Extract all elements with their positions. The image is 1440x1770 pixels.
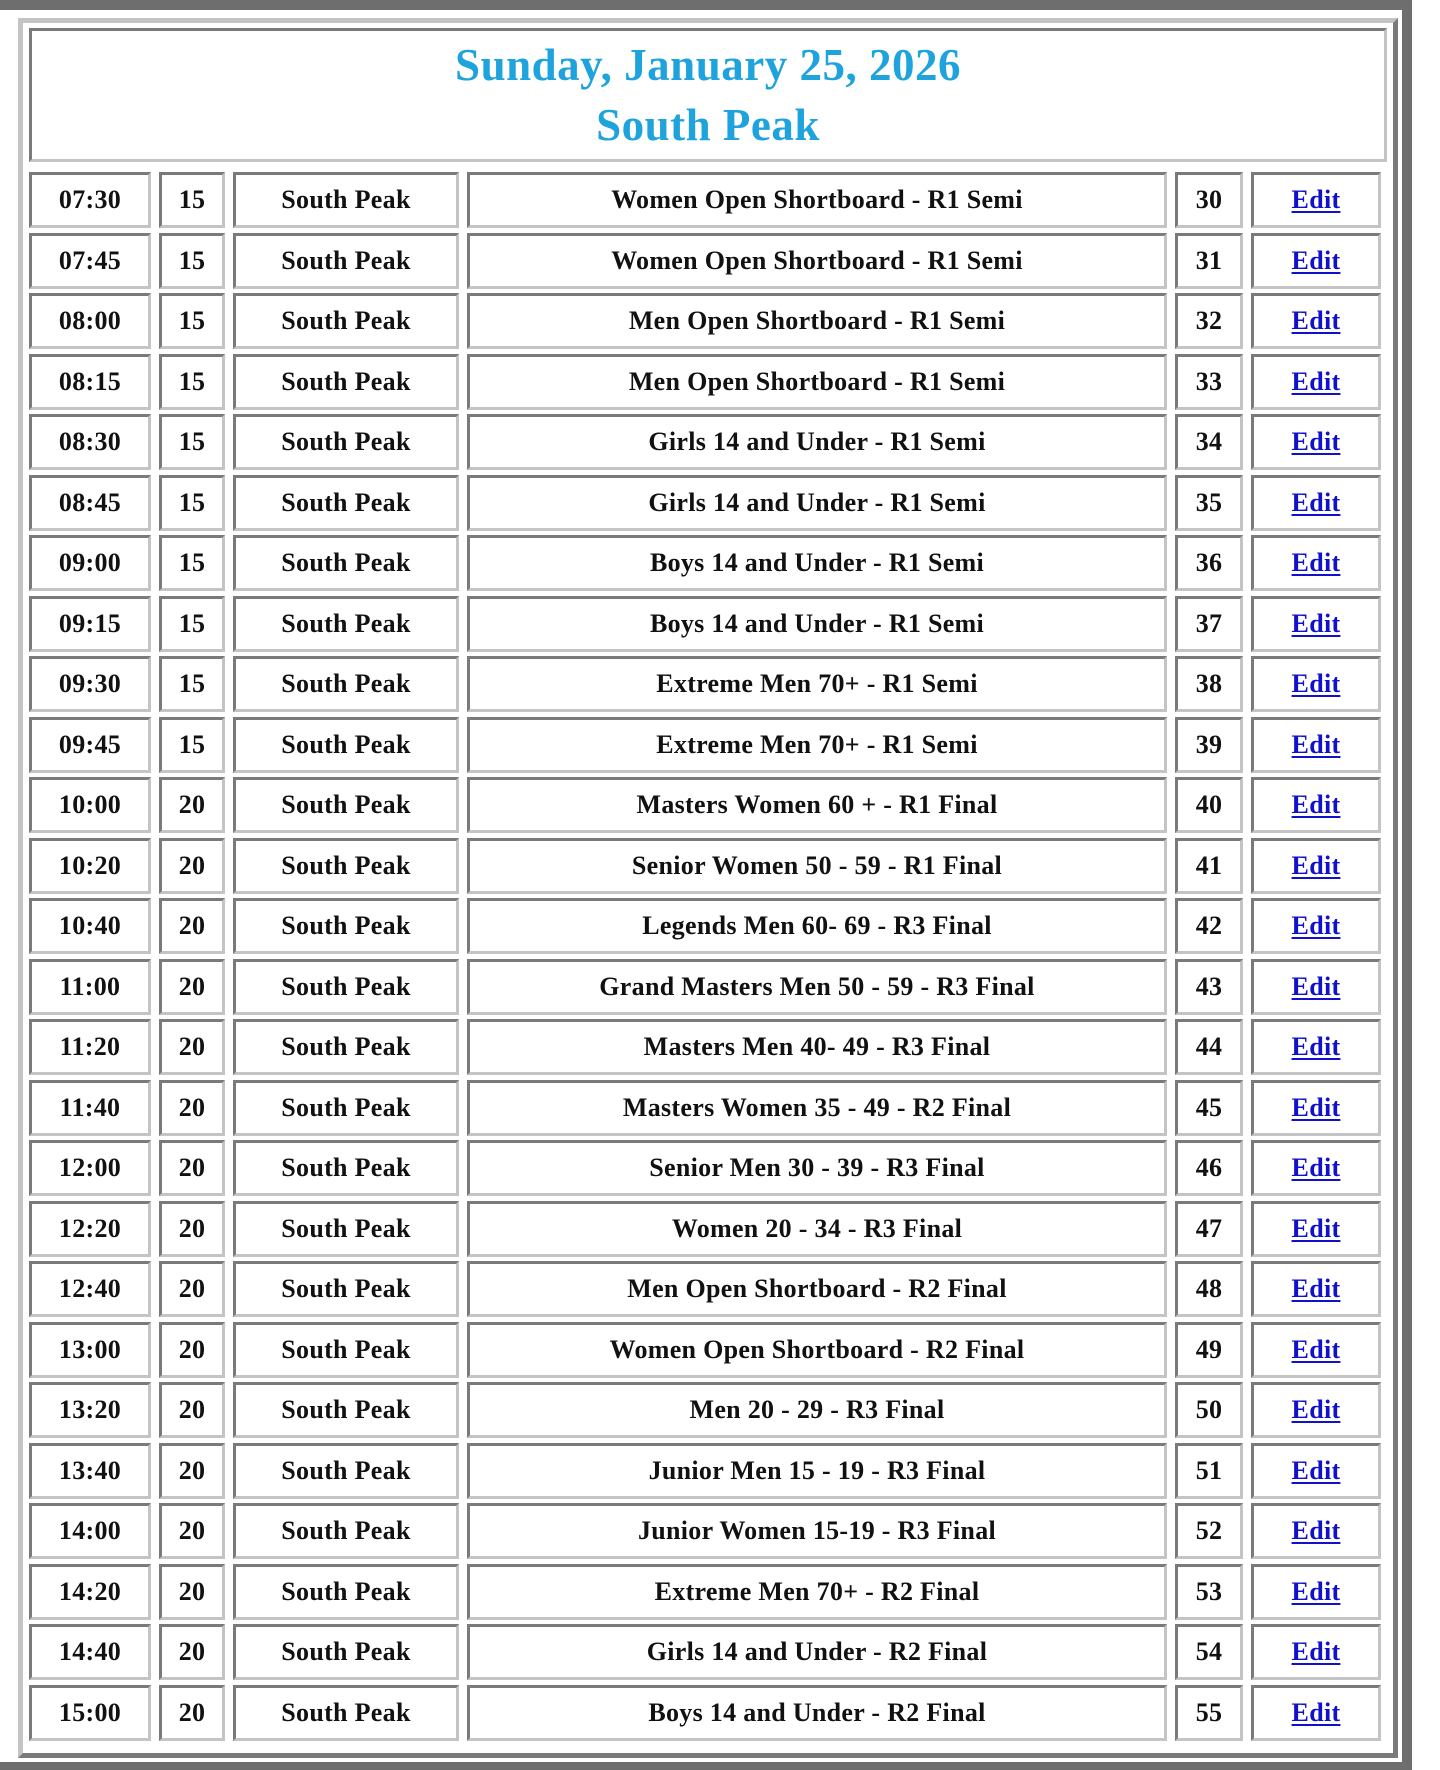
- table-row: [29, 535, 1387, 591]
- heat-edit-cell: [1251, 293, 1381, 349]
- edit-link[interactable]: Edit: [1291, 487, 1341, 517]
- table-row: [29, 475, 1387, 531]
- table-row: [29, 656, 1387, 712]
- table-row: [29, 1322, 1387, 1378]
- edit-link[interactable]: Edit: [1291, 185, 1341, 214]
- heat-time-cell: 08:30: [29, 414, 151, 470]
- heat-number-cell: 36: [1175, 535, 1243, 591]
- table-row: [29, 1019, 1387, 1075]
- table-row: [29, 1140, 1387, 1196]
- edit-link[interactable]: Edit: [1291, 1697, 1341, 1727]
- heat-time-cell: 12:20: [29, 1201, 151, 1257]
- heat-time-cell: 13:20: [29, 1382, 151, 1438]
- heat-duration-cell: 20: [159, 959, 225, 1015]
- heat-location-cell: South Peak: [233, 1503, 459, 1559]
- heat-event-cell: Boys 14 and Under - R1 Semi: [467, 535, 1167, 591]
- heat-edit-cell: [1251, 1564, 1381, 1620]
- heat-event-cell: Extreme Men 70+ - R2 Final: [467, 1564, 1167, 1620]
- heat-time-cell: 13:00: [29, 1322, 151, 1378]
- heat-duration-cell: 20: [159, 898, 225, 954]
- heat-duration-cell: 15: [159, 293, 225, 349]
- heat-edit-cell: [1251, 354, 1381, 410]
- heat-number-cell: 37: [1175, 596, 1243, 652]
- heat-duration-cell: 15: [159, 414, 225, 470]
- heat-number-cell: 47: [1175, 1201, 1243, 1257]
- heat-event-cell: Men Open Shortboard - R1 Semi: [467, 354, 1167, 410]
- edit-link[interactable]: Edit: [1291, 1395, 1341, 1424]
- table-row: [29, 1564, 1387, 1620]
- heat-duration-cell: 15: [159, 596, 225, 652]
- heat-edit-cell: [1251, 172, 1381, 228]
- heat-edit-cell: [1251, 233, 1381, 289]
- heat-number-cell: 46: [1175, 1140, 1243, 1196]
- heat-location-cell: South Peak: [233, 1080, 459, 1136]
- edit-link[interactable]: Edit: [1291, 850, 1341, 880]
- heat-duration-cell: 15: [159, 233, 225, 289]
- table-row: [29, 959, 1387, 1015]
- heat-edit-cell: [1251, 475, 1381, 531]
- heat-duration-cell: 20: [159, 1322, 225, 1378]
- heat-location-cell: South Peak: [233, 233, 459, 289]
- edit-link[interactable]: Edit: [1291, 1334, 1341, 1364]
- heat-time-cell: 07:45: [29, 233, 151, 289]
- heat-location-cell: South Peak: [233, 1201, 459, 1257]
- heat-duration-cell: 20: [159, 1443, 225, 1499]
- heat-event-cell: Junior Men 15 - 19 - R3 Final: [467, 1443, 1167, 1499]
- heat-event-cell: Girls 14 and Under - R2 Final: [467, 1624, 1167, 1680]
- edit-link[interactable]: Edit: [1291, 669, 1341, 698]
- heat-duration-cell: 20: [159, 1201, 225, 1257]
- edit-link[interactable]: Edit: [1291, 729, 1341, 759]
- heat-duration-cell: 15: [159, 717, 225, 773]
- heat-time-cell: 11:00: [29, 959, 151, 1015]
- table-row: [29, 1201, 1387, 1257]
- heat-time-cell: 10:40: [29, 898, 151, 954]
- heat-location-cell: South Peak: [233, 1564, 459, 1620]
- schedule-date: Sunday, January 25, 2026: [455, 40, 961, 90]
- edit-link[interactable]: Edit: [1291, 1576, 1341, 1606]
- heat-time-cell: 15:00: [29, 1685, 151, 1741]
- heat-edit-cell: [1251, 959, 1381, 1015]
- heat-event-cell: Men Open Shortboard - R1 Semi: [467, 293, 1167, 349]
- heat-location-cell: South Peak: [233, 1322, 459, 1378]
- heat-event-cell: Men 20 - 29 - R3 Final: [467, 1382, 1167, 1438]
- table-row: [29, 233, 1387, 289]
- heat-location-cell: South Peak: [233, 838, 459, 894]
- heat-time-cell: 08:45: [29, 475, 151, 531]
- edit-link[interactable]: Edit: [1291, 1032, 1341, 1061]
- heat-event-cell: Boys 14 and Under - R2 Final: [467, 1685, 1167, 1741]
- heat-location-cell: South Peak: [233, 1685, 459, 1741]
- table-row: [29, 293, 1387, 349]
- heat-duration-cell: 20: [159, 1140, 225, 1196]
- edit-link[interactable]: Edit: [1291, 548, 1341, 577]
- heat-time-cell: 14:40: [29, 1624, 151, 1680]
- heat-edit-cell: [1251, 1080, 1381, 1136]
- heat-number-cell: 38: [1175, 656, 1243, 712]
- table-row: [29, 1624, 1387, 1680]
- edit-link[interactable]: Edit: [1291, 1274, 1341, 1303]
- heat-number-cell: 33: [1175, 354, 1243, 410]
- heat-duration-cell: 20: [159, 1503, 225, 1559]
- heat-location-cell: South Peak: [233, 1382, 459, 1438]
- heat-time-cell: 09:00: [29, 535, 151, 591]
- heat-time-cell: 09:45: [29, 717, 151, 773]
- heat-duration-cell: 20: [159, 1382, 225, 1438]
- heat-location-cell: South Peak: [233, 172, 459, 228]
- table-row: [29, 414, 1387, 470]
- table-row: [29, 1503, 1387, 1559]
- heat-edit-cell: [1251, 535, 1381, 591]
- heat-duration-cell: 15: [159, 656, 225, 712]
- heat-number-cell: 50: [1175, 1382, 1243, 1438]
- heat-event-cell: Women Open Shortboard - R1 Semi: [467, 233, 1167, 289]
- table-row: [29, 898, 1387, 954]
- heat-event-cell: Men Open Shortboard - R2 Final: [467, 1261, 1167, 1317]
- heat-location-cell: South Peak: [233, 354, 459, 410]
- heat-event-cell: Boys 14 and Under - R1 Semi: [467, 596, 1167, 652]
- heat-location-cell: South Peak: [233, 777, 459, 833]
- heat-edit-cell: [1251, 656, 1381, 712]
- heat-edit-cell: [1251, 1322, 1381, 1378]
- heat-event-cell: Masters Men 40- 49 - R3 Final: [467, 1019, 1167, 1075]
- heat-duration-cell: 20: [159, 777, 225, 833]
- schedule-location: South Peak: [596, 100, 820, 150]
- heat-event-cell: Women Open Shortboard - R2 Final: [467, 1322, 1167, 1378]
- table-row: [29, 1685, 1387, 1741]
- table-row: [29, 1443, 1387, 1499]
- heat-event-cell: Masters Women 35 - 49 - R2 Final: [467, 1080, 1167, 1136]
- heat-number-cell: 51: [1175, 1443, 1243, 1499]
- heat-location-cell: South Peak: [233, 1443, 459, 1499]
- heat-event-cell: Extreme Men 70+ - R1 Semi: [467, 717, 1167, 773]
- heat-time-cell: 11:40: [29, 1080, 151, 1136]
- heat-time-cell: 08:00: [29, 293, 151, 349]
- heat-duration-cell: 20: [159, 1564, 225, 1620]
- heat-edit-cell: [1251, 414, 1381, 470]
- heat-edit-cell: [1251, 596, 1381, 652]
- table-row: [29, 596, 1387, 652]
- edit-link[interactable]: Edit: [1291, 366, 1341, 396]
- heat-location-cell: South Peak: [233, 656, 459, 712]
- heat-location-cell: South Peak: [233, 1261, 459, 1317]
- heat-edit-cell: [1251, 1503, 1381, 1559]
- heat-duration-cell: 15: [159, 172, 225, 228]
- heat-time-cell: 07:30: [29, 172, 151, 228]
- heat-number-cell: 43: [1175, 959, 1243, 1015]
- heat-time-cell: 09:30: [29, 656, 151, 712]
- heat-edit-cell: [1251, 1019, 1381, 1075]
- table-row: [29, 717, 1387, 773]
- heat-event-cell: Women 20 - 34 - R3 Final: [467, 1201, 1167, 1257]
- heat-duration-cell: 20: [159, 1261, 225, 1317]
- table-row: [29, 354, 1387, 410]
- heat-duration-cell: 20: [159, 1624, 225, 1680]
- heat-number-cell: 34: [1175, 414, 1243, 470]
- heat-time-cell: 10:20: [29, 838, 151, 894]
- table-row: [29, 1080, 1387, 1136]
- edit-link[interactable]: Edit: [1291, 1092, 1341, 1122]
- table-row: [29, 172, 1387, 228]
- heat-number-cell: 41: [1175, 838, 1243, 894]
- heat-number-cell: 53: [1175, 1564, 1243, 1620]
- heat-location-cell: South Peak: [233, 535, 459, 591]
- heat-number-cell: 55: [1175, 1685, 1243, 1741]
- heat-edit-cell: [1251, 1382, 1381, 1438]
- heat-duration-cell: 20: [159, 1685, 225, 1741]
- table-row: [29, 1382, 1387, 1438]
- heat-number-cell: 32: [1175, 293, 1243, 349]
- heat-edit-cell: [1251, 777, 1381, 833]
- edit-link[interactable]: Edit: [1291, 1516, 1341, 1545]
- heat-event-cell: Legends Men 60- 69 - R3 Final: [467, 898, 1167, 954]
- heat-number-cell: 54: [1175, 1624, 1243, 1680]
- heat-event-cell: Girls 14 and Under - R1 Semi: [467, 414, 1167, 470]
- edit-link[interactable]: Edit: [1291, 1455, 1341, 1485]
- edit-link[interactable]: Edit: [1291, 790, 1341, 819]
- heat-number-cell: 44: [1175, 1019, 1243, 1075]
- heat-event-cell: Junior Women 15-19 - R3 Final: [467, 1503, 1167, 1559]
- heat-location-cell: South Peak: [233, 293, 459, 349]
- edit-link[interactable]: Edit: [1291, 971, 1341, 1001]
- heat-location-cell: South Peak: [233, 1019, 459, 1075]
- heat-time-cell: 11:20: [29, 1019, 151, 1075]
- heat-duration-cell: 15: [159, 535, 225, 591]
- heat-event-cell: Girls 14 and Under - R1 Semi: [467, 475, 1167, 531]
- heat-duration-cell: 15: [159, 354, 225, 410]
- heat-duration-cell: 20: [159, 1080, 225, 1136]
- edit-link[interactable]: Edit: [1291, 1213, 1341, 1243]
- heat-number-cell: 31: [1175, 233, 1243, 289]
- heat-edit-cell: [1251, 1140, 1381, 1196]
- heat-location-cell: South Peak: [233, 717, 459, 773]
- heat-edit-cell: [1251, 1261, 1381, 1317]
- heat-number-cell: 42: [1175, 898, 1243, 954]
- heat-event-cell: Extreme Men 70+ - R1 Semi: [467, 656, 1167, 712]
- heat-number-cell: 39: [1175, 717, 1243, 773]
- heat-number-cell: 48: [1175, 1261, 1243, 1317]
- edit-link[interactable]: Edit: [1291, 245, 1341, 275]
- heat-edit-cell: [1251, 1624, 1381, 1680]
- heat-time-cell: 13:40: [29, 1443, 151, 1499]
- table-row: [29, 1261, 1387, 1317]
- heat-edit-cell: [1251, 838, 1381, 894]
- heat-time-cell: 09:15: [29, 596, 151, 652]
- heat-edit-cell: [1251, 1201, 1381, 1257]
- heat-location-cell: South Peak: [233, 414, 459, 470]
- heat-location-cell: South Peak: [233, 898, 459, 954]
- edit-link[interactable]: Edit: [1291, 1153, 1341, 1182]
- heat-event-cell: Masters Women 60 + - R1 Final: [467, 777, 1167, 833]
- heat-number-cell: 30: [1175, 172, 1243, 228]
- edit-link[interactable]: Edit: [1291, 427, 1341, 456]
- heat-edit-cell: [1251, 717, 1381, 773]
- edit-link[interactable]: Edit: [1291, 911, 1341, 940]
- heat-location-cell: South Peak: [233, 959, 459, 1015]
- heat-duration-cell: 15: [159, 475, 225, 531]
- heat-time-cell: 10:00: [29, 777, 151, 833]
- heat-time-cell: 14:20: [29, 1564, 151, 1620]
- heat-time-cell: 14:00: [29, 1503, 151, 1559]
- schedule-table: [18, 18, 1398, 1758]
- heat-event-cell: Grand Masters Men 50 - 59 - R3 Final: [467, 959, 1167, 1015]
- heat-number-cell: 40: [1175, 777, 1243, 833]
- heat-time-cell: 08:15: [29, 354, 151, 410]
- heat-location-cell: South Peak: [233, 1140, 459, 1196]
- heat-duration-cell: 20: [159, 838, 225, 894]
- heat-duration-cell: 20: [159, 1019, 225, 1075]
- heat-number-cell: 52: [1175, 1503, 1243, 1559]
- heat-number-cell: 45: [1175, 1080, 1243, 1136]
- edit-link[interactable]: Edit: [1291, 1637, 1341, 1666]
- heat-edit-cell: [1251, 1685, 1381, 1741]
- heat-event-cell: Senior Women 50 - 59 - R1 Final: [467, 838, 1167, 894]
- heat-location-cell: South Peak: [233, 1624, 459, 1680]
- edit-link[interactable]: Edit: [1291, 306, 1341, 335]
- heat-edit-cell: [1251, 898, 1381, 954]
- heat-edit-cell: [1251, 1443, 1381, 1499]
- heat-event-cell: Women Open Shortboard - R1 Semi: [467, 172, 1167, 228]
- edit-link[interactable]: Edit: [1291, 608, 1341, 638]
- heat-event-cell: Senior Men 30 - 39 - R3 Final: [467, 1140, 1167, 1196]
- table-row: [29, 777, 1387, 833]
- heat-location-cell: South Peak: [233, 596, 459, 652]
- heat-time-cell: 12:00: [29, 1140, 151, 1196]
- schedule-header: [29, 28, 1387, 162]
- heat-number-cell: 49: [1175, 1322, 1243, 1378]
- table-row: [29, 838, 1387, 894]
- heat-time-cell: 12:40: [29, 1261, 151, 1317]
- heat-location-cell: South Peak: [233, 475, 459, 531]
- schedule-body: [29, 172, 1387, 1741]
- heat-number-cell: 35: [1175, 475, 1243, 531]
